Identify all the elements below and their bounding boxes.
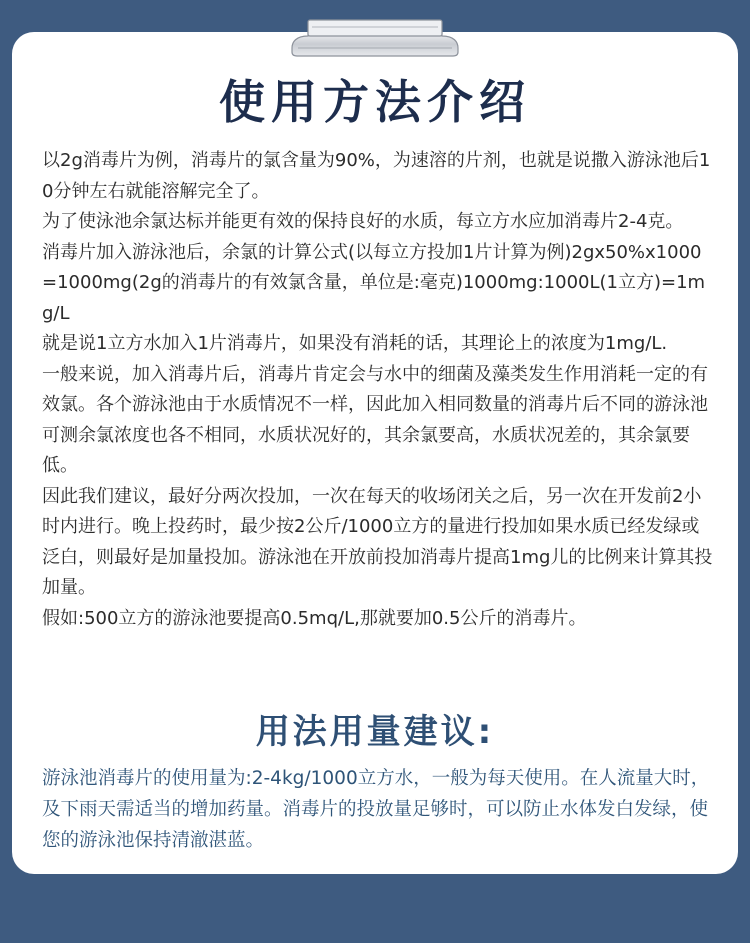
clipboard-clip-icon: [286, 18, 464, 58]
paragraph: 因此我们建议，最好分两次投加，一次在每天的收场闭关之后，另一次在开发前2小时内进行。晚上投药时，最少按2公斤/1000立方的量进行投加如果水质已经发绿或泛白，则最好是加量投加。游泳池在开放前投加消毒片提高1mg儿的比例来计算其投加量。: [42, 485, 713, 598]
paragraph: 以2g消毒片为例，消毒片的氯含量为90%，为速溶的片剂，也就是说撒入游泳池后10分钟左右就能溶解完全了。: [42, 150, 711, 202]
paragraph: 就是说1立方水加入1片消毒片，如果没有消耗的话，其理论上的浓度为1mg/L.: [42, 333, 668, 354]
usage-heading: 用法用量建议:: [255, 712, 495, 752]
usage-paragraph: 游泳池消毒片的使用量为:2-4kg/1000立方水，一般为每天使用。在人流量大时，及下雨天需适当的增加药量。消毒片的投放量足够时，可以防止水体发白发绿，使您的游泳池保持清澈湛蓝。: [42, 768, 710, 851]
instruction-paragraphs: [42, 146, 714, 634]
paragraph: 一般来说，加入消毒片后，消毒片肯定会与水中的细菌及藻类发生作用消耗一定的有效氯。各个游泳池由于水质情况不一样，因此加入相同数量的消毒片后不同的游泳池可测余氯浓度也各不相同，水质状况好的，其余氯要高，水质状况差的，其余氯要低。: [42, 363, 708, 476]
paragraph: 消毒片加入游泳池后，余氯的计算公式(以每立方投加1片计算为例)2gx50%x1000=1000mg(2g的消毒片的有效氯含量，单位是:毫克)1000mg:1000L(1立方)=1mg/L: [42, 241, 706, 324]
page-title: 使用方法介绍: [219, 75, 531, 129]
paragraph: 为了使泳池余氯达标并能更有效的保持良好的水质，每立方水应加消毒片2-4克。: [42, 211, 684, 232]
paragraph: 假如:500立方的游泳池要提高0.5mq/L,那就要加0.5公斤的消毒片。: [42, 607, 587, 629]
